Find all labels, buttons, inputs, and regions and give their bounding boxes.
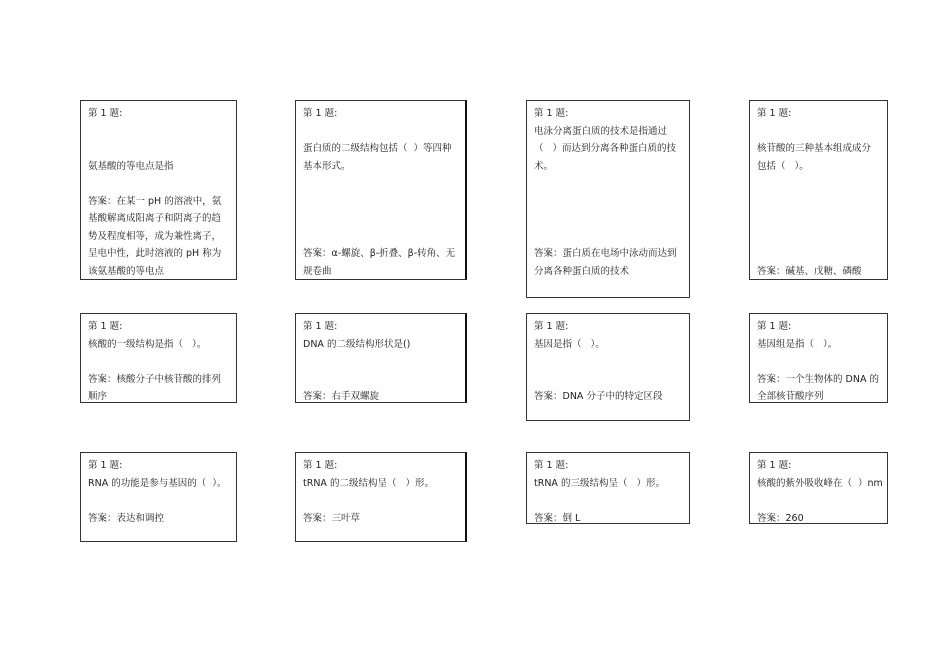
card-text-line: 电泳分离蛋白质的技术是指通过 — [534, 125, 668, 137]
card-text-line: 呈电中性，此时溶液的 pH 称为 — [88, 248, 222, 259]
blank-line — [303, 492, 459, 510]
blank-line — [757, 353, 881, 371]
blank-line — [757, 123, 881, 141]
blank-line — [88, 175, 230, 193]
answer-text: 答案：DNA 分子中的特定区段 — [534, 391, 663, 402]
card-text-line: 全部核苷酸序列 — [757, 391, 824, 402]
question-card — [749, 100, 888, 280]
card-text-line: 分离各种蛋白质的技术 — [534, 265, 630, 277]
card-text-line: 术。 — [534, 160, 554, 172]
blank-line — [757, 193, 881, 211]
answer-text: 答案：一个生物体的 DNA 的 — [757, 373, 879, 385]
card-text-line: 基本形式。 — [303, 160, 351, 172]
answer-text: 答案：三叶草 — [303, 512, 361, 524]
card-text-line: 蛋白质的二级结构包括（ ）等四种 — [303, 143, 452, 154]
question-number: 第 1 题: — [757, 321, 792, 332]
question-number: 第 1 题: — [88, 321, 123, 332]
answer-text: 答案：260 — [757, 512, 804, 524]
blank-line — [303, 175, 459, 193]
card-text-line: tRNA 的二级结构呈（ ）形。 — [303, 477, 435, 489]
blank-line — [303, 210, 459, 228]
answer-text: 答案：倒 L — [534, 512, 581, 524]
blank-line — [757, 245, 881, 263]
card-text-line: 该氨基酸的等电点 — [88, 265, 165, 277]
answer-text: 答案：核酸分子中核苷酸的排列 — [88, 373, 222, 385]
question-card — [80, 100, 237, 280]
answer-text: 答案：碱基、戊糖、磷酸 — [757, 265, 862, 277]
card-text-line: 氨基酸的等电点是指 — [88, 160, 174, 172]
card-text-line: 包括（ ）。 — [757, 160, 809, 172]
blank-line — [534, 175, 683, 193]
question-card — [295, 100, 467, 280]
question-card — [749, 313, 888, 403]
question-number: 第 1 题: — [303, 108, 338, 119]
blank-line — [757, 210, 881, 228]
blank-line — [88, 353, 230, 371]
blank-line — [303, 123, 459, 141]
card-text-line: 顺序 — [88, 391, 108, 402]
blank-line — [534, 353, 683, 371]
question-card — [526, 452, 690, 524]
card-text-line: tRNA 的三级结构呈（ ）形。 — [534, 477, 666, 489]
question-card — [80, 452, 237, 542]
question-number: 第 1 题: — [534, 321, 569, 332]
question-card — [526, 100, 690, 298]
question-number: 第 1 题: — [303, 321, 338, 332]
blank-line — [303, 353, 459, 371]
card-text-line: 基因组是指（ ）。 — [757, 338, 838, 350]
question-number: 第 1 题: — [303, 460, 338, 471]
question-card — [295, 313, 467, 403]
blank-line — [88, 140, 230, 158]
card-text-line: 基因是指（ ）。 — [534, 338, 605, 350]
card-text-line: 势及程度相等，成为兼性离子， — [88, 230, 222, 242]
blank-line — [88, 123, 230, 141]
blank-line — [534, 492, 683, 510]
question-number: 第 1 题: — [534, 460, 569, 471]
blank-line — [303, 371, 459, 389]
card-text-line: RNA 的功能是参与基因的（ ）。 — [88, 477, 227, 489]
question-card — [749, 452, 888, 524]
card-text-line: 核酸的一级结构是指（ ）。 — [88, 338, 207, 350]
answer-text: 答案：表达和调控 — [88, 512, 165, 524]
blank-line — [534, 371, 683, 389]
card-text-line: 核苷酸的三种基本组成成分 — [757, 143, 872, 154]
answer-text: 答案：蛋白质在电场中泳动而达到 — [534, 248, 677, 259]
card-text-line: （ ）而达到分离各种蛋白质的技 — [534, 143, 677, 154]
card-text-line: 核酸的紫外吸收峰在（ ）nm — [757, 477, 883, 489]
card-text-line: 规卷曲 — [303, 265, 332, 277]
blank-line — [303, 228, 459, 246]
answer-text: 答案：在某一 pH 的溶液中，氨 — [88, 195, 222, 207]
question-number: 第 1 题: — [88, 108, 123, 119]
question-card — [526, 313, 690, 421]
question-number: 第 1 题: — [88, 460, 123, 471]
card-text-line: DNA 的二级结构形状是() — [303, 338, 411, 350]
question-number: 第 1 题: — [757, 108, 792, 119]
answer-text: 答案：α-螺旋、β-折叠、β-转角、无 — [303, 248, 456, 259]
blank-line — [757, 492, 881, 510]
blank-line — [534, 210, 683, 228]
question-card — [295, 452, 467, 542]
blank-line — [88, 492, 230, 510]
blank-line — [757, 175, 881, 193]
answer-text: 答案：右手双螺旋 — [303, 391, 380, 402]
blank-line — [534, 193, 683, 211]
blank-line — [534, 228, 683, 246]
question-card — [80, 313, 237, 403]
question-number: 第 1 题: — [757, 460, 792, 471]
card-text-line: 基酸解离成阳离子和阴离子的趋 — [88, 213, 222, 224]
question-number: 第 1 题: — [534, 108, 569, 119]
blank-line — [303, 193, 459, 211]
blank-line — [757, 228, 881, 246]
